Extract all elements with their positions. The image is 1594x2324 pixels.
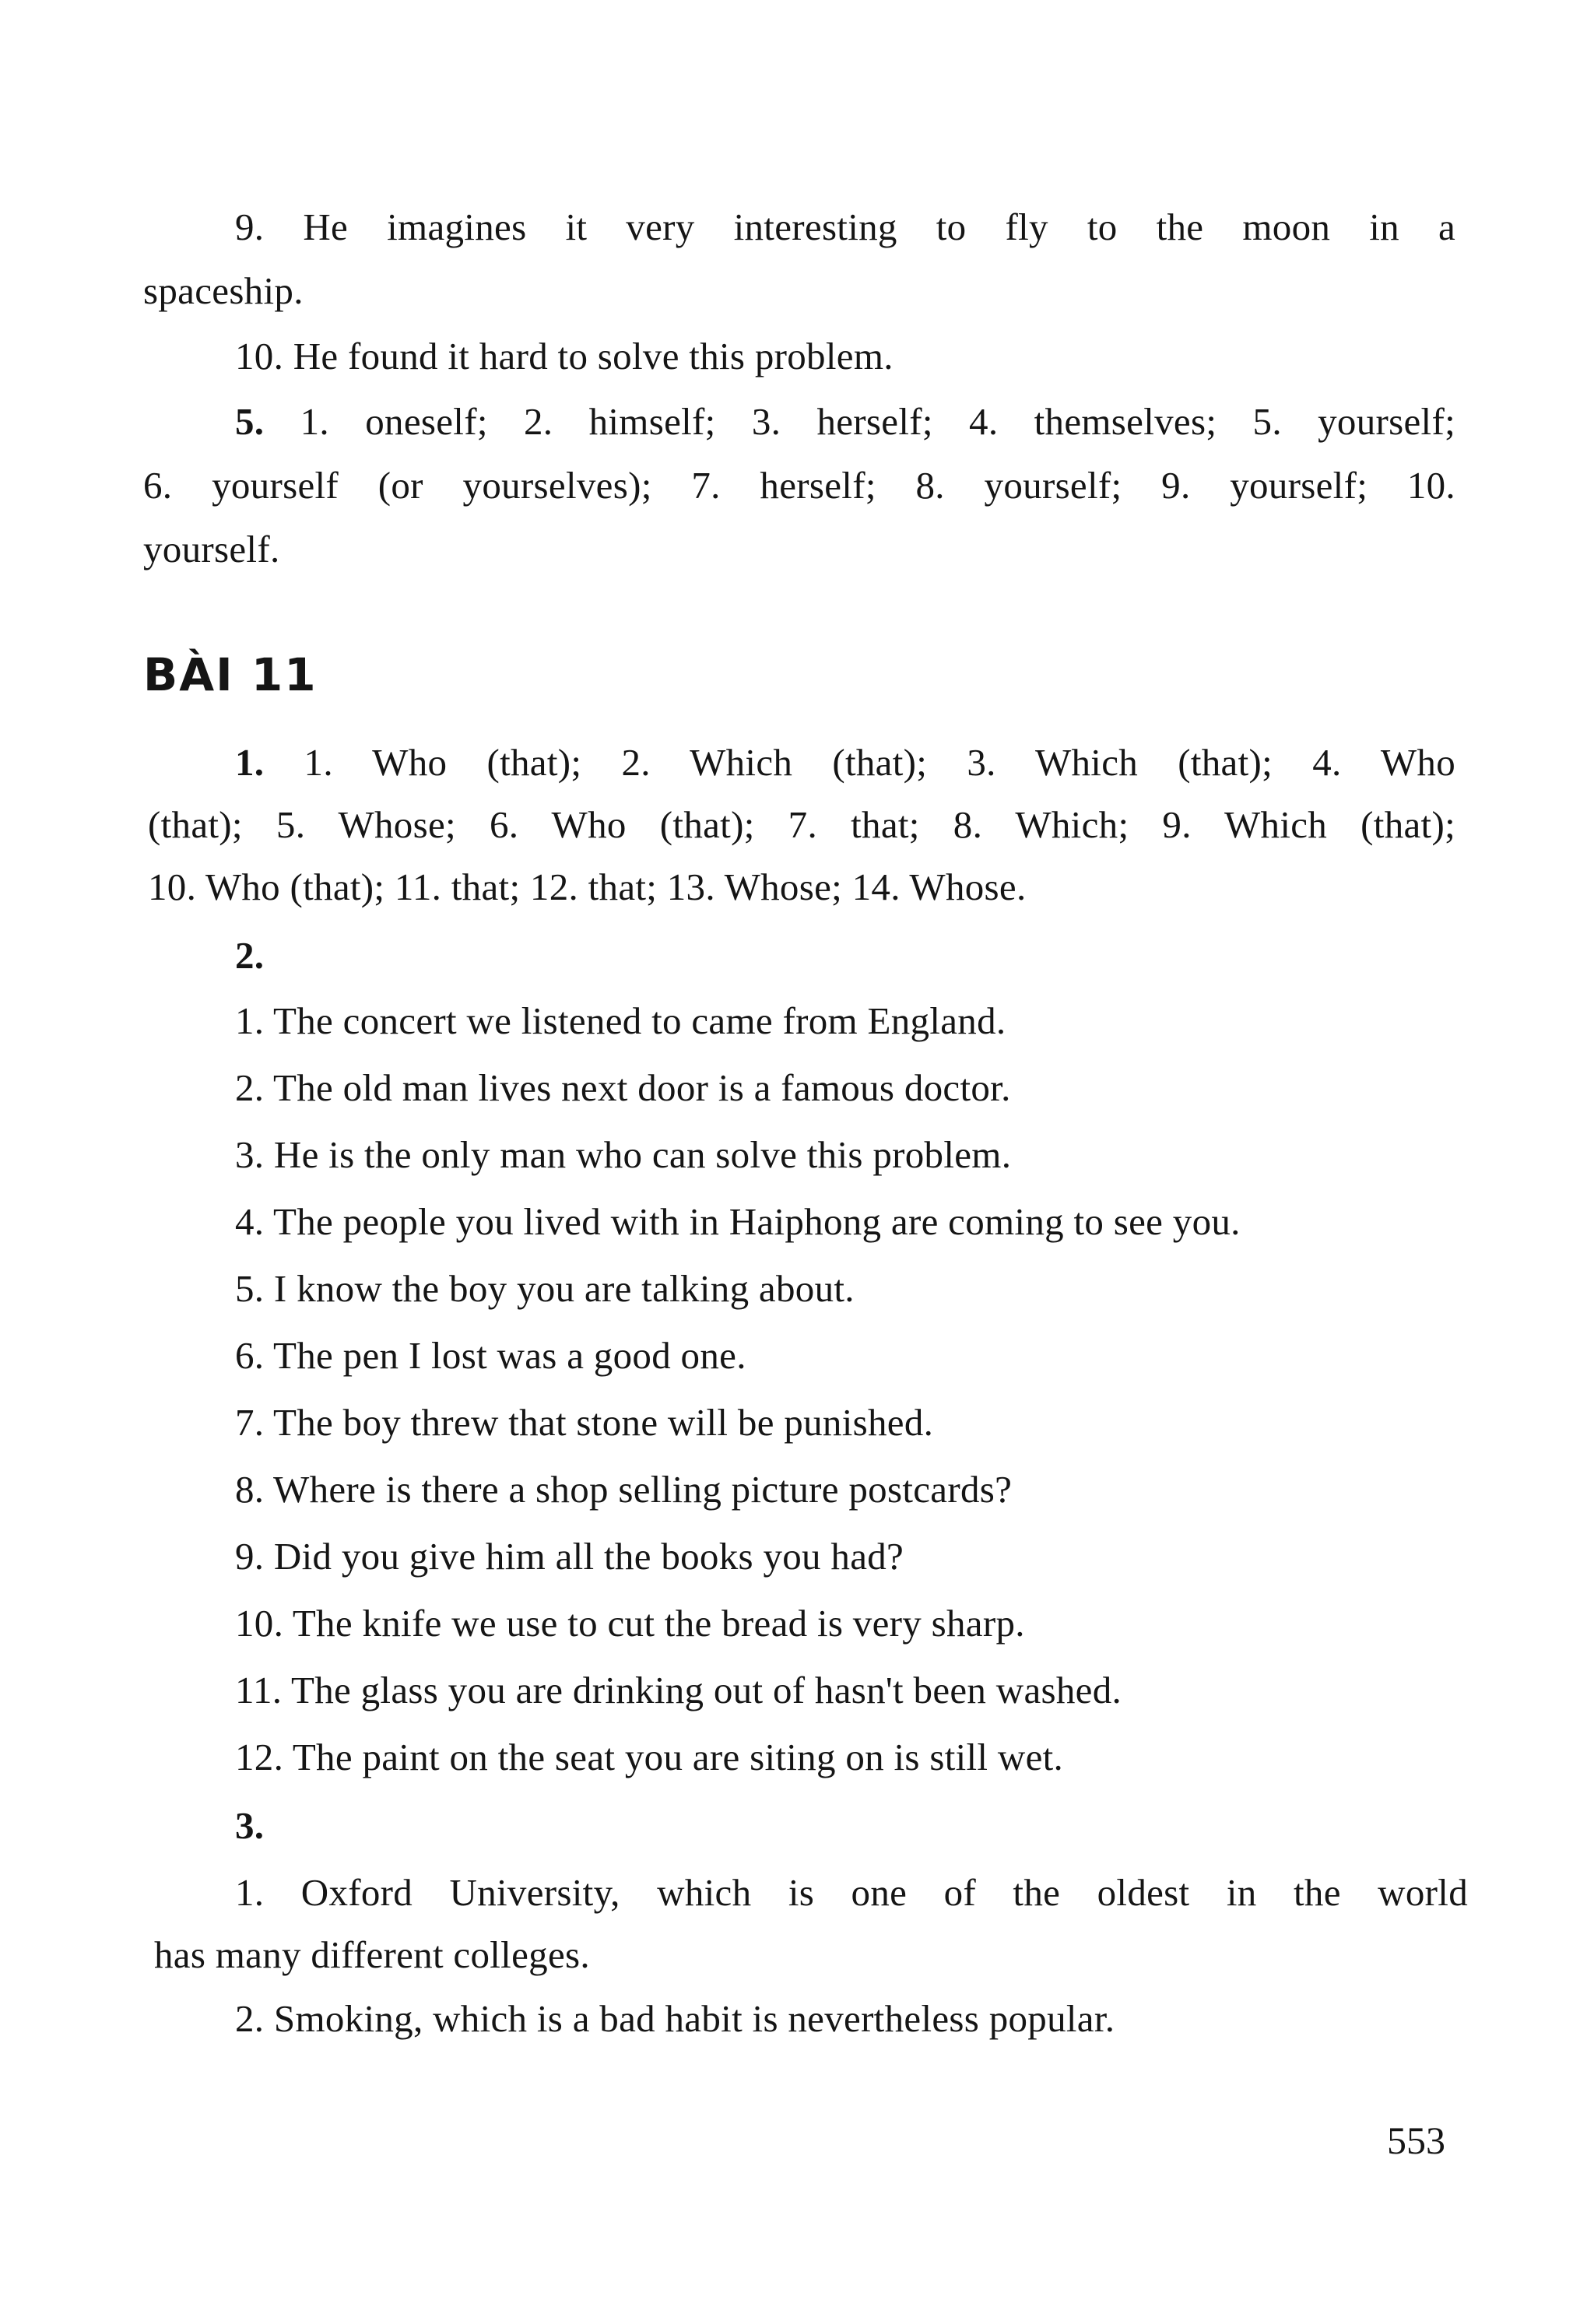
exercise-1-number: 1. bbox=[235, 741, 265, 784]
exercise-5-number: 5. bbox=[235, 400, 265, 443]
exercise-5-text-1: 1. oneself; 2. himself; 3. herself; 4. themselves; 5. yourself; bbox=[300, 400, 1455, 443]
lesson-heading: BÀI 11 bbox=[143, 648, 318, 701]
exercise-3-item-1-line-1: 1. Oxford University, which is one of the oldest in the world bbox=[235, 1871, 1468, 1914]
exercise-5-line-1 bbox=[235, 398, 1455, 445]
exercise-1-line-1 bbox=[235, 739, 1455, 786]
exercise-2-item: 7. The boy threw that stone will be punished. bbox=[235, 1401, 934, 1444]
answer-9-line-2: spaceship. bbox=[143, 269, 304, 312]
answer-10: 10. He found it hard to solve this problem. bbox=[235, 335, 894, 377]
exercise-3-item-1-line-2: has many different colleges. bbox=[154, 1933, 590, 1976]
exercise-5-line-2: 6. yourself (or yourselves); 7. herself; 8. yourself; 9. yourself; 10. bbox=[143, 464, 1455, 507]
exercise-2-item: 11. The glass you are drinking out of hasn't been washed. bbox=[235, 1669, 1122, 1711]
exercise-2-item: 9. Did you give him all the books you had? bbox=[235, 1535, 904, 1578]
exercise-2-item: 8. Where is there a shop selling picture postcards? bbox=[235, 1468, 1013, 1511]
exercise-3-item-2: 2. Smoking, which is a bad habit is nevertheless popular. bbox=[235, 1997, 1115, 2040]
exercise-2-item: 3. He is the only man who can solve this problem. bbox=[235, 1133, 1012, 1176]
exercise-3-number: 3. bbox=[235, 1804, 265, 1847]
exercise-2-item: 1. The concert we listened to came from England. bbox=[235, 999, 1006, 1042]
exercise-1-line-2: (that); 5. Whose; 6. Who (that); 7. that; 8. Which; 9. Which (that); bbox=[148, 803, 1455, 846]
exercise-2-item: 5. I know the boy you are talking about. bbox=[235, 1267, 855, 1310]
exercise-2-item: 12. The paint on the seat you are siting on is still wet. bbox=[235, 1736, 1064, 1778]
exercise-2-item: 6. The pen I lost was a good one. bbox=[235, 1334, 746, 1377]
exercise-2-item: 2. The old man lives next door is a famous doctor. bbox=[235, 1066, 1011, 1109]
exercise-2-number: 2. bbox=[235, 934, 265, 977]
page-number: 553 bbox=[1387, 2119, 1445, 2162]
exercise-5-line-3: yourself. bbox=[143, 528, 280, 570]
exercise-2-item: 10. The knife we use to cut the bread is very sharp. bbox=[235, 1602, 1025, 1645]
exercise-1-text-1: 1. Who (that); 2. Which (that); 3. Which (that); 4. Who bbox=[304, 741, 1455, 784]
exercise-1-line-3: 10. Who (that); 11. that; 12. that; 13. Whose; 14. Whose. bbox=[148, 865, 1027, 908]
answer-9-line-1: 9. He imagines it very interesting to fly to the moon in a bbox=[235, 205, 1455, 248]
exercise-2-item: 4. The people you lived with in Haiphong are coming to see you. bbox=[235, 1200, 1241, 1243]
